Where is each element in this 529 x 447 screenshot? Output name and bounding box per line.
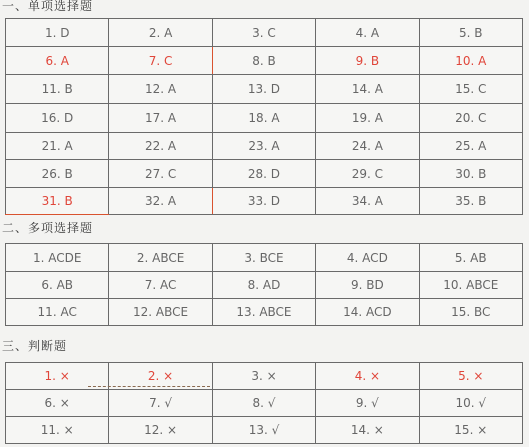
answer-cell: 7. AC (109, 272, 212, 299)
table-row (6, 299, 523, 326)
answer-cell: 35. B (419, 188, 522, 215)
answer-cell: 6. A (6, 47, 109, 75)
answer-cell: 5. B (419, 19, 522, 47)
answer-cell: 3. C (212, 19, 315, 47)
true-false-answer-table (5, 362, 523, 444)
single-choice-answer-table (5, 18, 523, 215)
section-heading-true-false: 三、判断题 (2, 339, 68, 353)
answer-cell: 31. B (6, 188, 109, 215)
answer-cell: 13. D (212, 75, 315, 104)
answer-cell: 9. √ (316, 390, 419, 417)
answer-cell: 11. B (6, 75, 109, 104)
answer-cell: 15. C (419, 75, 522, 104)
answer-cell: 23. A (212, 133, 315, 160)
answer-cell: 14. A (316, 75, 419, 104)
answer-cell: 5. AB (419, 244, 522, 272)
answer-cell: 1. ACDE (6, 244, 109, 272)
answer-cell: 2. × (109, 363, 212, 390)
table-row (6, 272, 523, 299)
answer-cell: 18. A (212, 104, 315, 133)
answer-cell: 22. A (109, 133, 212, 160)
answer-cell: 29. C (316, 160, 419, 188)
answer-cell: 12. ABCE (109, 299, 212, 326)
answer-cell: 10. ABCE (419, 272, 522, 299)
answer-cell: 14. ACD (316, 299, 419, 326)
answer-cell: 32. A (109, 188, 212, 215)
answer-cell: 8. AD (212, 272, 315, 299)
answer-cell: 3. BCE (212, 244, 315, 272)
answer-cell: 8. B (212, 47, 315, 75)
answer-cell: 3. × (212, 363, 315, 390)
answer-cell: 4. × (316, 363, 419, 390)
table-row (6, 75, 523, 104)
table-row (6, 104, 523, 133)
answer-cell: 34. A (316, 188, 419, 215)
answer-cell: 19. A (316, 104, 419, 133)
table-row (6, 133, 523, 160)
answer-cell: 28. D (212, 160, 315, 188)
answer-cell: 24. A (316, 133, 419, 160)
answer-cell: 21. A (6, 133, 109, 160)
answer-cell: 27. C (109, 160, 212, 188)
answer-cell: 5. × (419, 363, 522, 390)
section-heading-multiple-choice: 二、多项选择题 (2, 221, 94, 235)
answer-cell: 16. D (6, 104, 109, 133)
answer-cell: 14. × (316, 417, 419, 444)
answer-cell: 8. √ (212, 390, 315, 417)
dashed-underline-mark (88, 386, 210, 387)
answer-cell: 6. AB (6, 272, 109, 299)
answer-cell: 13. √ (212, 417, 315, 444)
answer-cell: 9. BD (316, 272, 419, 299)
answer-cell: 6. × (6, 390, 109, 417)
answer-cell: 4. A (316, 19, 419, 47)
answer-cell: 10. A (419, 47, 522, 75)
answer-cell: 17. A (109, 104, 212, 133)
answer-cell: 15. × (419, 417, 522, 444)
answer-cell: 15. BC (419, 299, 522, 326)
section-heading-single-choice: 一、单项选择题 (2, 0, 94, 13)
answer-cell: 4. ACD (316, 244, 419, 272)
table-row (6, 160, 523, 188)
table-row (6, 390, 523, 417)
answer-cell: 11. AC (6, 299, 109, 326)
answer-cell: 1. × (6, 363, 109, 390)
answer-cell: 20. C (419, 104, 522, 133)
answer-cell: 30. B (419, 160, 522, 188)
multiple-choice-answer-table (5, 243, 523, 326)
answer-cell: 13. ABCE (212, 299, 315, 326)
table-row (6, 47, 523, 75)
table-row (6, 188, 523, 215)
answer-cell: 7. √ (109, 390, 212, 417)
answer-cell: 12. × (109, 417, 212, 444)
answer-cell: 25. A (419, 133, 522, 160)
answer-cell: 9. B (316, 47, 419, 75)
answer-cell: 1. D (6, 19, 109, 47)
table-row (6, 244, 523, 272)
answer-cell: 2. ABCE (109, 244, 212, 272)
table-row (6, 363, 523, 390)
answer-cell: 26. B (6, 160, 109, 188)
answer-cell: 12. A (109, 75, 212, 104)
answer-cell: 10. √ (419, 390, 522, 417)
answer-cell: 2. A (109, 19, 212, 47)
table-row (6, 19, 523, 47)
answer-cell: 11. × (6, 417, 109, 444)
answer-cell: 33. D (212, 188, 315, 215)
table-row (6, 417, 523, 444)
answer-cell: 7. C (109, 47, 212, 75)
